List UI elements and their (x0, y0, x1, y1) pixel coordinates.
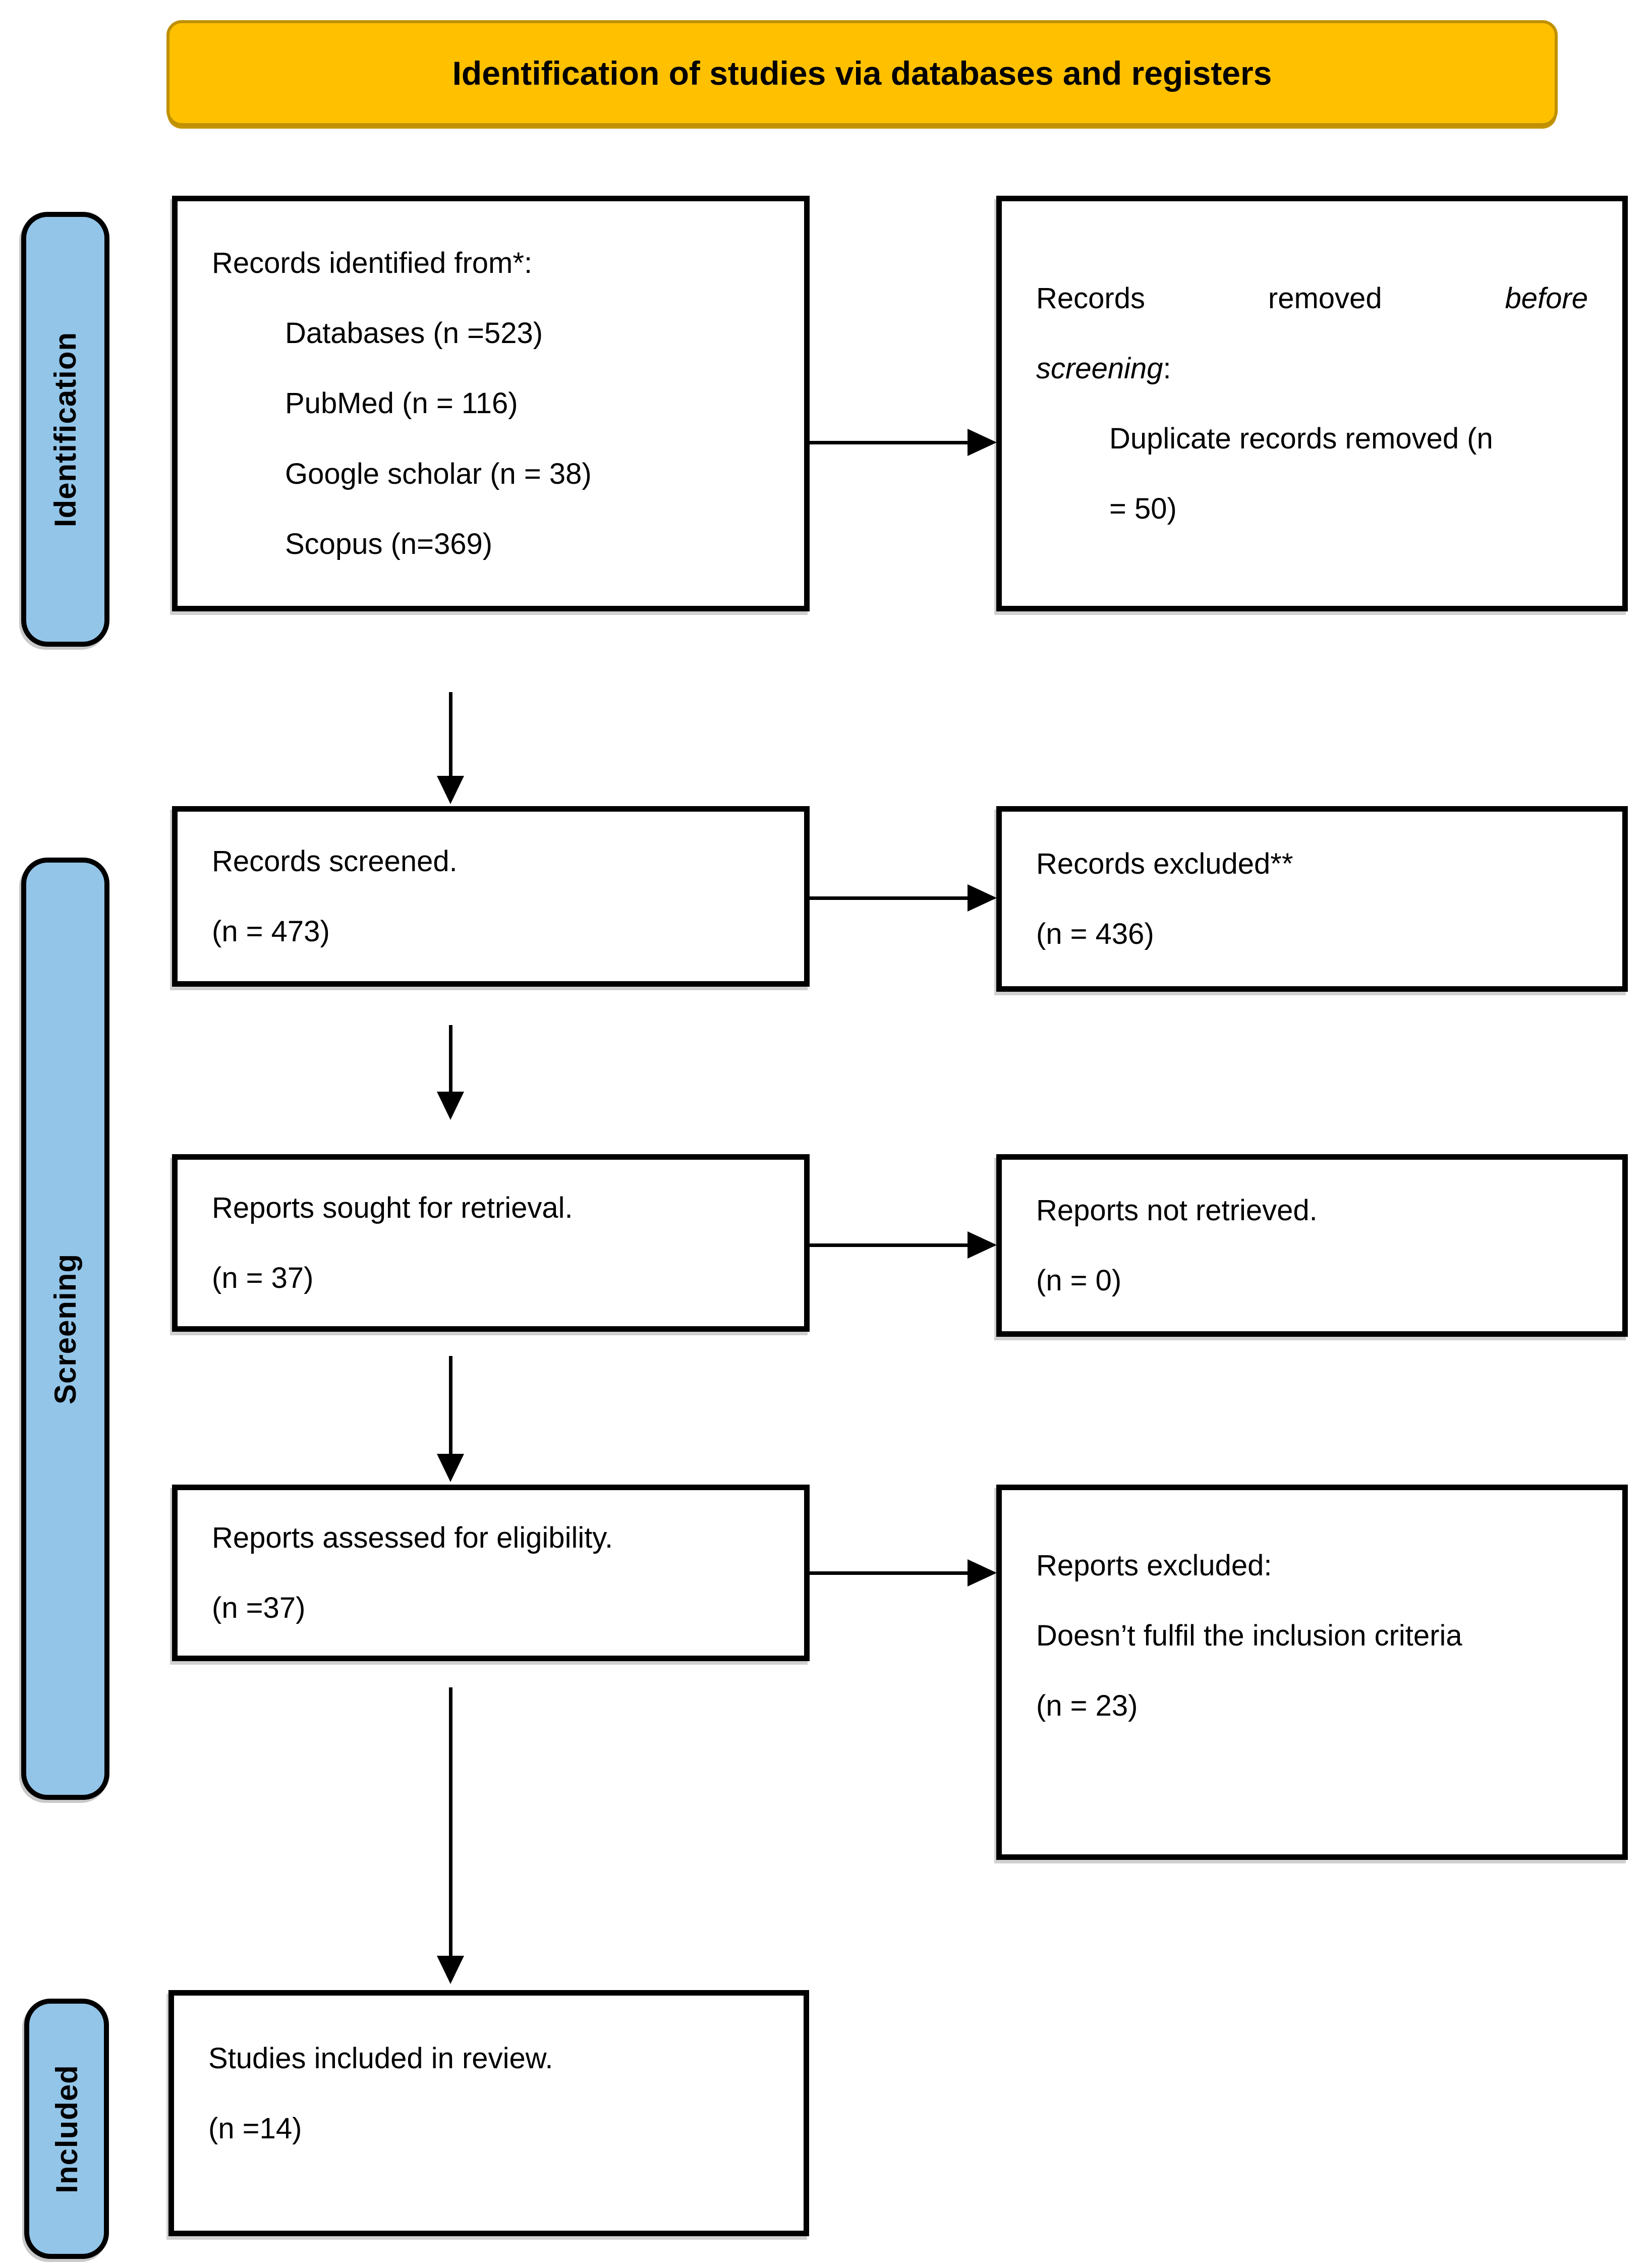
reports-assessed-label: Reports assessed for eligibility. (212, 1521, 613, 1554)
arrow-assessed-to-excluded-line (810, 1571, 969, 1575)
reports-sought-count: (n = 37) (212, 1262, 314, 1294)
stage-bar-identification-label: Identification (48, 331, 82, 527)
records-screened-count: (n = 473) (212, 915, 330, 948)
arrow-screened-to-excluded-line (810, 896, 969, 900)
records-identified-item-scopus: Scopus (n=369) (285, 527, 493, 560)
studies-included-count: (n =14) (208, 2112, 302, 2145)
arrow-identified-to-screened-line (449, 692, 452, 777)
stage-bar-included (24, 1999, 109, 2259)
down-arrow-icon (437, 1956, 464, 1984)
box-records-screened (172, 806, 810, 987)
box-reports-excluded (996, 1485, 1628, 1860)
box-studies-included (168, 1990, 809, 2236)
down-arrow-icon (437, 776, 464, 804)
arrow-screened-to-sought-line (449, 1025, 452, 1093)
records-removed-line1-italic: before (1505, 281, 1588, 315)
records-removed-duplicates-line2: = 50) (1109, 492, 1177, 526)
reports-excluded-reason: Doesn’t fulfil the inclusion criteria (1036, 1619, 1462, 1653)
title-banner-label: Identification of studies via databases and registers (452, 54, 1272, 92)
records-removed-duplicates-line1: Duplicate records removed (n (1109, 422, 1493, 455)
down-arrow-icon (437, 1092, 464, 1120)
records-identified-item-google-scholar: Google scholar (n = 38) (285, 457, 592, 490)
right-arrow-icon (968, 1559, 997, 1586)
arrow-sought-to-assessed-line (449, 1356, 452, 1455)
records-removed-line2-suffix: : (1163, 352, 1171, 385)
right-arrow-icon (968, 1231, 997, 1259)
reports-not-retrieved-count: (n = 0) (1036, 1264, 1122, 1297)
stage-bar-screening-label: Screening (48, 1253, 83, 1404)
title-banner (166, 20, 1558, 126)
studies-included-label: Studies included in review. (208, 2042, 553, 2075)
reports-sought-label: Reports sought for retrieval. (212, 1191, 573, 1224)
records-identified-heading: Records identified from*: (212, 247, 533, 280)
reports-excluded-label: Reports excluded: (1036, 1549, 1272, 1582)
right-arrow-icon (968, 884, 997, 912)
box-records-identified (172, 196, 810, 611)
box-reports-not-retrieved (996, 1154, 1628, 1337)
stage-bar-identification (21, 212, 109, 647)
right-arrow-icon (968, 429, 997, 456)
box-records-removed-before-screening (996, 196, 1628, 611)
records-screened-label: Records screened. (212, 844, 458, 878)
box-reports-sought (172, 1154, 810, 1332)
box-reports-assessed (172, 1485, 810, 1661)
arrow-identified-to-removed-line (810, 441, 969, 444)
stage-bar-included-label: Included (49, 2064, 84, 2193)
down-arrow-icon (437, 1454, 464, 1482)
records-removed-line1-regular: Records removed (1036, 281, 1382, 315)
arrow-sought-to-not-retrieved-line (810, 1243, 969, 1247)
records-excluded-count: (n = 436) (1036, 918, 1154, 950)
reports-excluded-count: (n = 23) (1036, 1689, 1138, 1723)
arrow-assessed-to-included-line (449, 1687, 452, 1957)
records-identified-item-databases: Databases (n =523) (285, 317, 543, 350)
records-removed-line1 (1036, 263, 1588, 333)
box-records-excluded (996, 806, 1628, 992)
records-identified-item-pubmed: PubMed (n = 116) (285, 387, 518, 420)
stage-bar-screening (21, 858, 109, 1800)
reports-not-retrieved-label: Reports not retrieved. (1036, 1194, 1318, 1227)
records-removed-line2-italic: screening (1036, 352, 1163, 385)
reports-assessed-count: (n =37) (212, 1592, 306, 1624)
records-removed-line2 (1036, 333, 1588, 404)
records-excluded-label: Records excluded** (1036, 847, 1293, 880)
